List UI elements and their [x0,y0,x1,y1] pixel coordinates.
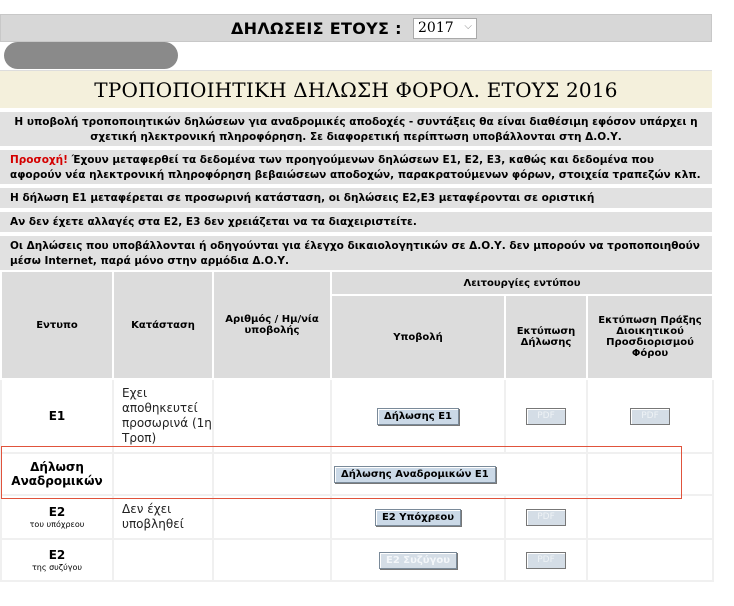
form-subtitle: του υπόχρεου [29,520,85,529]
print-pdf-button[interactable]: PDF [526,408,566,425]
info-restrictions: Οι Δηλώσεις που υποβάλλονται ή οδηγούνται για έλεγχο δικαιολογητικών σε Δ.Ο.Υ. δεν μπορούν να τροποποιηθούν μέσω Internet, παρά μόνο στην αρμόδια Δ.Ο.Υ. [0,234,712,270]
row-empty [587,539,713,581]
table-row [1,379,713,453]
page-title: ΤΡΟΠΟΠΟΙΗΤΙΚΗ ΔΗΛΩΣΗ ΦΟΡΟΛ. ΕΤΟΥΣ 2016 [94,78,618,102]
form-name: Δήλωση Αναδρομικών [11,460,103,488]
row-number [213,495,331,539]
submit-e2-spouse-button[interactable]: Ε2 Συζύγου [379,552,457,569]
col-header-print-act: Εκτύπωση Πράξης Διοικητικού Προσδιορισμού Φόρου [587,295,713,379]
year-select[interactable] [413,18,477,39]
chevron-down-icon: ⌵ [464,21,472,32]
table-row [1,539,713,581]
form-name: Ε2 [48,505,66,519]
form-subtitle: της συζύγου [31,563,83,572]
col-header-form: Εντυπο [1,271,113,379]
submit-e1-button[interactable]: Δήλωσης Ε1 [377,408,459,425]
row-empty [587,495,713,539]
row-status: Εχει αποθηκευτεί προσωρινά (1η Τροπ) [113,379,213,453]
submit-e2-taxpayer-button[interactable]: Ε2 Υπόχρεου [375,509,461,526]
title-bar [0,70,712,108]
print-pdf-button[interactable]: PDF [526,552,566,569]
warning-label: Προσοχή! [10,154,68,166]
row-number [213,379,331,453]
row-status: Δεν έχει υποβληθεί [113,495,213,539]
print-pdf-button[interactable]: PDF [526,509,566,526]
col-header-group: Λειτουργίες εντύπου [331,271,713,295]
form-name: Ε1 [48,409,66,423]
table-row [1,495,713,539]
year-label: ΔΗΛΩΣΕΙΣ ΕΤΟΥΣ : [231,19,402,38]
forms-table [0,270,712,582]
warning-text: Έχουν μεταφερθεί τα δεδομένα των προηγούμενων δηλώσεων Ε1, Ε2, Ε3, καθώς και δεδομένα που αφορούν νέα ηλεκτρονική πληροφόρηση βεβαιώσεων αποδοχών, παρακρατούμενων φόρων, στοιχεία τραπεζών κλπ. [10,154,701,181]
info-retroactive: Η υποβολή τροποποιητικών δηλώσεων για αναδρομικές αποδοχές - συντάξεις θα είναι διαθέσιμη εφόσον υπάρχει η σχετική ηλεκτρονική πληροφόρηση. Σε διαφορετική περίπτωση υποβάλλονται στη Δ.Ο.Υ. [0,110,712,146]
col-header-submit: Υποβολή [331,295,505,379]
info-e1-status: Η δήλωση Ε1 μεταφέρεται σε προσωρινή κατάσταση, οι δηλώσεις Ε2,Ε3 μεταφέρονται σε οριστική [0,186,712,208]
print-act-pdf-button[interactable]: PDF [630,408,670,425]
info-no-changes: Αν δεν έχετε αλλαγές στα Ε2, Ε3 δεν χρειάζεται να τα διαχειριστείτε. [0,210,712,232]
col-header-status: Κατάσταση [113,271,213,379]
row-number [213,539,331,581]
info-warning [0,148,712,184]
submit-retroactive-e1-button[interactable]: Δήλωσης Αναδρομικών Ε1 [334,466,496,483]
year-bar [0,14,712,42]
form-name: Ε2 [48,548,66,562]
row-status [113,539,213,581]
year-select-value: 2017 [418,20,454,36]
redacted-user-name [4,42,178,69]
highlight-box [1,446,682,499]
col-header-print: Εκτύπωση Δήλωσης [505,295,587,379]
col-header-number: Αριθμός / Ημ/νία υποβολής [213,271,331,379]
